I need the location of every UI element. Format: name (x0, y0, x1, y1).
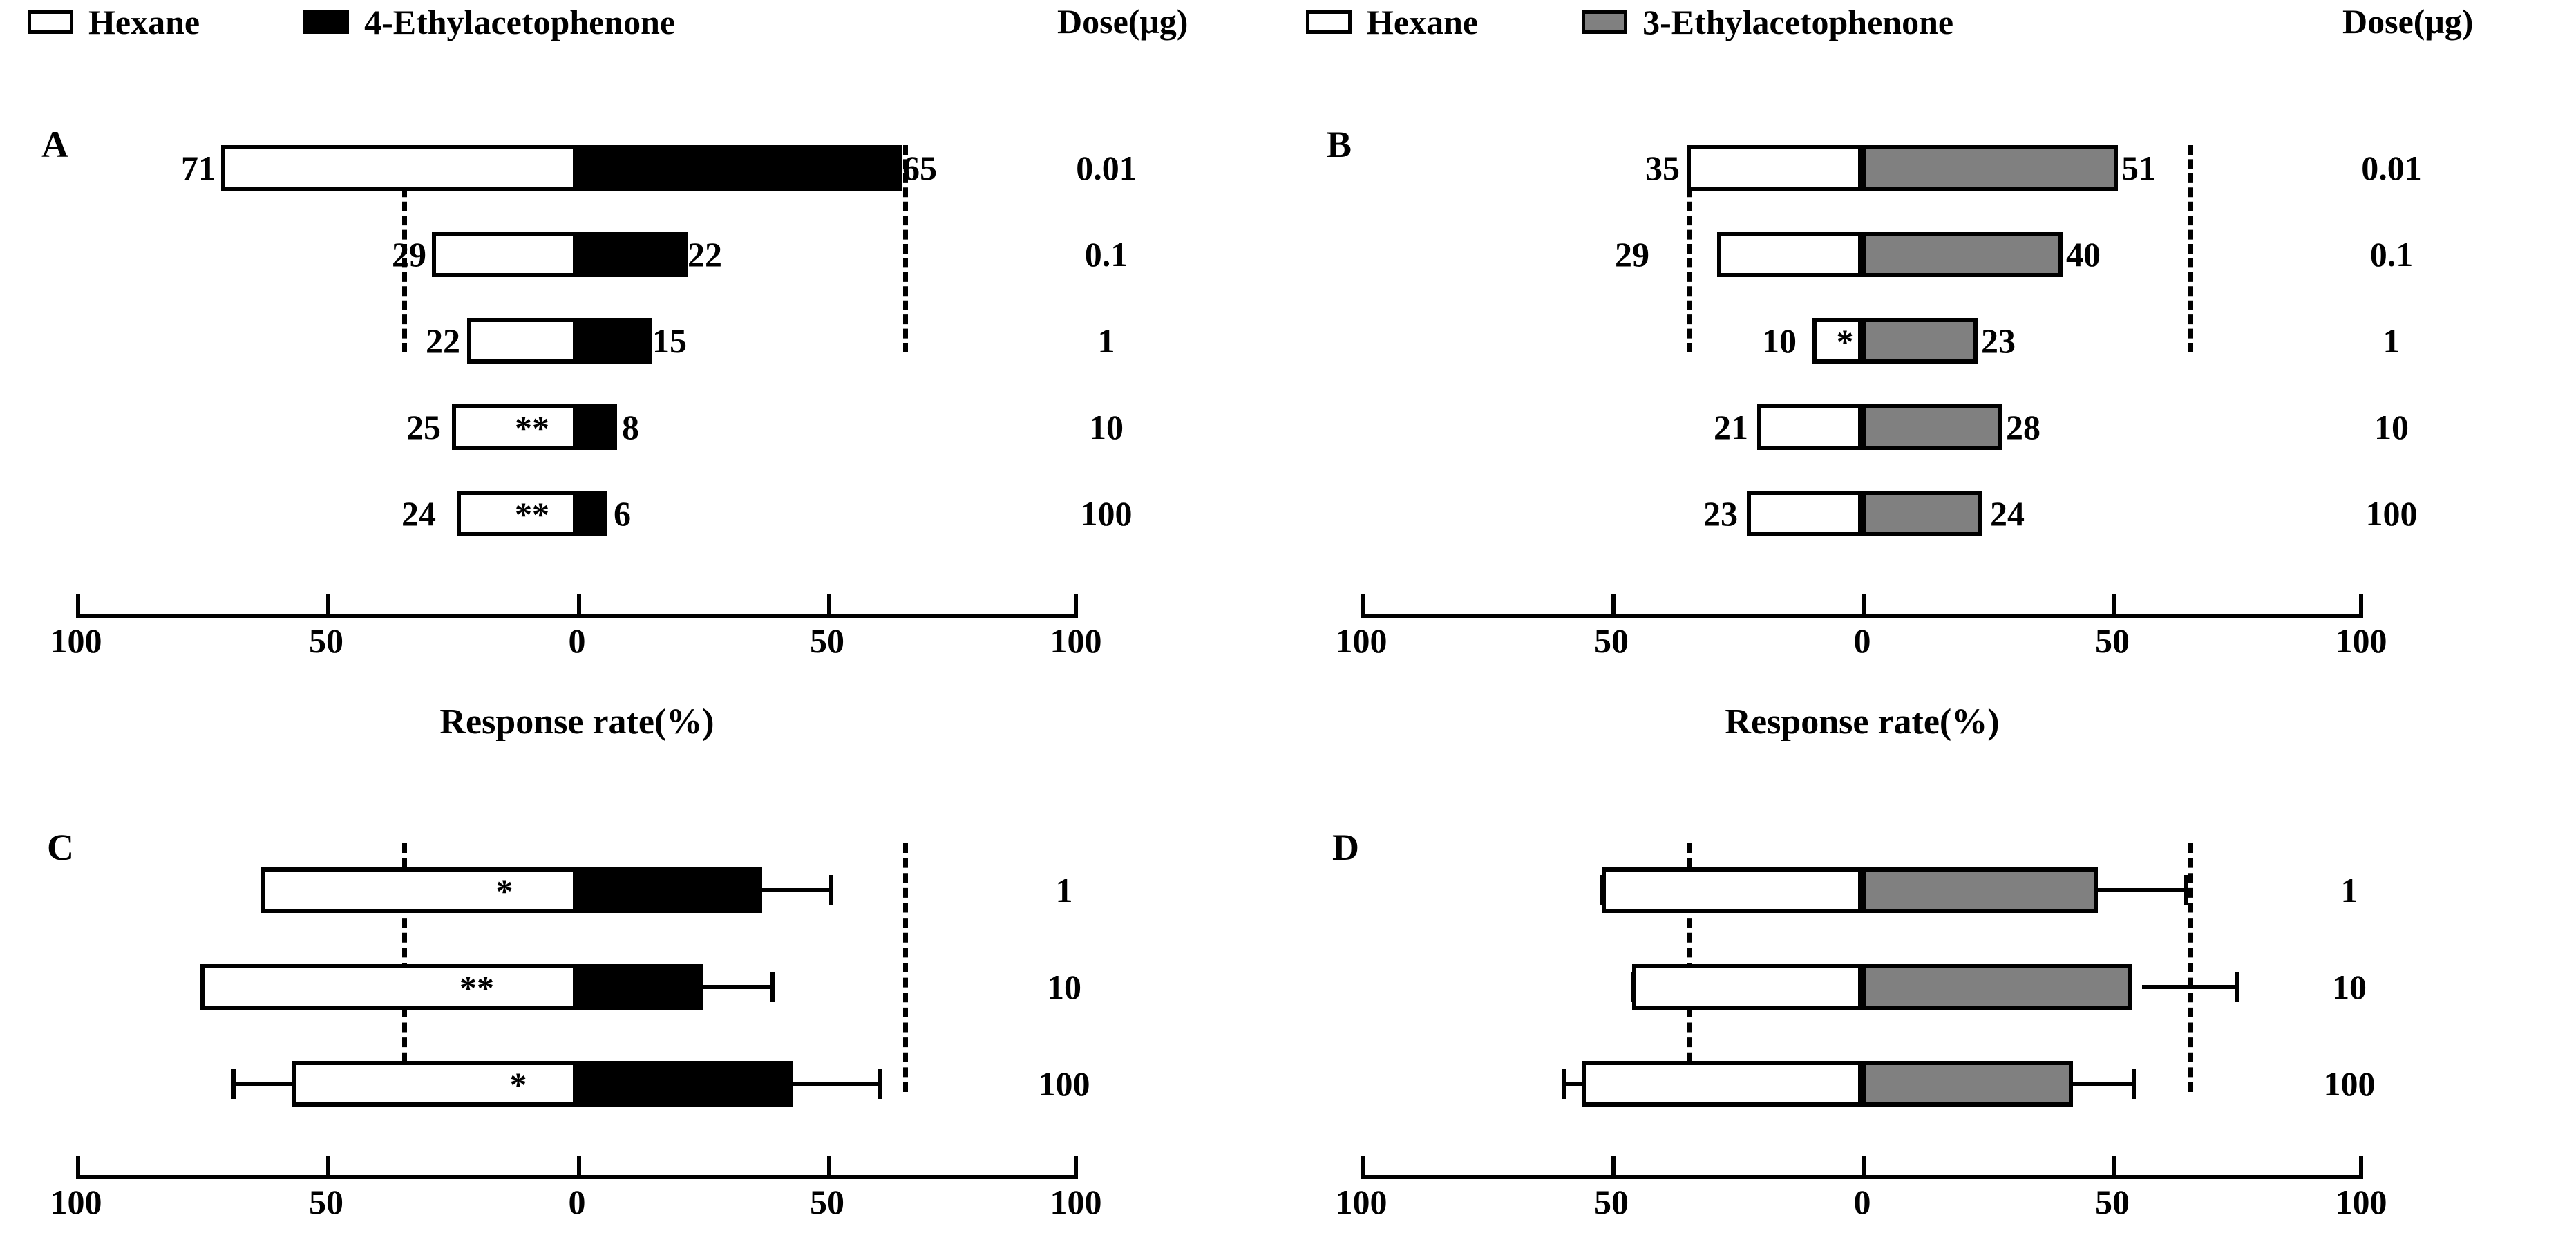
panel-letter-a: A (41, 124, 68, 165)
panel-letter-d: D (1332, 827, 1359, 868)
x-tick-label: 100 (50, 621, 102, 660)
x-tick (326, 594, 330, 614)
bar-value-left: 29 (392, 235, 426, 274)
table-row (76, 232, 1078, 277)
table-row (1361, 232, 2363, 277)
bar-hexane (1687, 145, 1862, 191)
x-tick (2112, 594, 2116, 614)
legend-item-compound-b (1582, 2, 1953, 42)
table-row (76, 491, 1078, 536)
dose-label: 1 (1055, 871, 1073, 910)
x-axis-line-d (1361, 1175, 2363, 1179)
x-tick-label: 100 (1050, 621, 1102, 660)
dose-label: 0.1 (1084, 235, 1128, 274)
legend-label-hexane: Hexane (1367, 3, 1479, 41)
bar-value-right: 22 (688, 235, 722, 274)
table-row (1361, 145, 2363, 191)
error-bar-cap-left (1562, 1069, 1566, 1099)
x-tick (827, 594, 831, 614)
bar-value-right: 40 (2066, 235, 2101, 274)
error-bar-cap-right (2235, 972, 2239, 1002)
table-row (76, 867, 1078, 913)
bar-compound (1862, 404, 2002, 450)
x-tick (1862, 1156, 1866, 1175)
bar-compound (577, 491, 607, 536)
error-bar-right (781, 1082, 881, 1086)
x-axis-title-b: Response rate(%) (1725, 702, 2000, 742)
bar-hexane (1582, 1061, 1862, 1107)
table-row (1361, 867, 2363, 913)
x-tick (1361, 594, 1365, 614)
bar-hexane (467, 318, 577, 364)
legend-swatch-hexane-icon (1306, 10, 1352, 34)
bar-compound (577, 1061, 793, 1107)
significance-marker: * (509, 1065, 527, 1104)
bar-hexane (432, 232, 577, 277)
error-bar-right (698, 985, 774, 989)
bar-hexane (261, 867, 577, 913)
x-tick (577, 594, 581, 614)
x-tick (2359, 594, 2363, 614)
panel-a (0, 0, 1285, 774)
bar-value-right: 6 (614, 494, 631, 533)
x-tick-label: 100 (1050, 1183, 1102, 1221)
legend-item-compound-a (303, 2, 675, 42)
bar-compound (577, 404, 617, 450)
table-row (1361, 318, 2363, 364)
significance-marker: ** (515, 408, 549, 447)
plot-area-c (50, 816, 1102, 1244)
bar-compound (1862, 145, 2118, 191)
x-tick (326, 1156, 330, 1175)
x-tick (827, 1156, 831, 1175)
error-bar-cap-right (2132, 1069, 2136, 1099)
legend-item-hexane-a (28, 2, 200, 42)
x-tick (2359, 1156, 2363, 1175)
error-bar-cap-right (2184, 875, 2188, 905)
bar-value-left: 21 (1714, 408, 1748, 446)
error-bar-right (2087, 888, 2187, 892)
dose-header-a: Dose(μg) (1057, 2, 1188, 41)
table-row (76, 1061, 1078, 1107)
bar-value-right: 28 (2006, 408, 2040, 446)
bar-hexane (292, 1061, 577, 1107)
x-tick (76, 1156, 80, 1175)
x-tick (1862, 594, 1866, 614)
x-tick (1074, 1156, 1078, 1175)
bar-value-left: 35 (1645, 149, 1680, 187)
error-bar-cap-right (770, 972, 775, 1002)
dose-label: 0.1 (2369, 235, 2414, 274)
error-bar-right (2142, 985, 2239, 989)
bar-hexane (1747, 491, 1862, 536)
x-tick-label: 100 (2335, 1183, 2387, 1221)
table-row (76, 404, 1078, 450)
x-axis-line-b (1361, 614, 2363, 618)
dose-label: 100 (1080, 494, 1133, 533)
panel-letter-b: B (1327, 124, 1352, 165)
dose-label: 10 (2374, 408, 2409, 446)
bar-value-right: 8 (622, 408, 639, 446)
x-tick-label: 100 (50, 1183, 102, 1221)
error-bar-cap-left (231, 1069, 236, 1099)
bar-value-left: 23 (1703, 494, 1738, 533)
x-tick-label: 0 (1853, 1183, 1871, 1221)
bar-value-left: 10 (1762, 321, 1797, 360)
dose-label: 10 (1047, 968, 1081, 1006)
bar-value-right: 15 (652, 321, 687, 360)
significance-marker: ** (460, 968, 494, 1007)
bar-value-left: 71 (181, 149, 216, 187)
significance-marker: ** (515, 495, 549, 534)
bar-value-left: 29 (1615, 235, 1649, 274)
table-row (1361, 491, 2363, 536)
x-axis-line-a (76, 614, 1078, 618)
plot-area-b (1335, 104, 2422, 742)
bar-value-right: 23 (1981, 321, 2016, 360)
plot-area-d (1335, 816, 2387, 1244)
bar-compound (1862, 232, 2063, 277)
dose-label: 10 (2332, 968, 2367, 1006)
x-tick-label: 50 (2095, 621, 2130, 660)
x-axis-line-c (76, 1175, 1078, 1179)
legend-swatch-3-ethylacetophenone-icon (1582, 10, 1627, 34)
dose-header-b: Dose(μg) (2342, 2, 2474, 41)
panel-letter-c: C (47, 827, 74, 868)
x-axis-title-a: Response rate(%) (439, 702, 714, 742)
x-tick-label: 50 (2095, 1183, 2130, 1221)
x-tick (577, 1156, 581, 1175)
error-bar-cap-right (878, 1069, 882, 1099)
x-tick (1361, 1156, 1365, 1175)
dose-label: 100 (1038, 1064, 1090, 1103)
bar-value-right: 51 (2121, 149, 2156, 187)
bar-value-right: 65 (902, 149, 937, 187)
x-tick-label: 50 (309, 621, 343, 660)
bar-value-left: 24 (401, 494, 436, 533)
legend-label-compound: 4-Ethylacetophenone (364, 3, 676, 41)
plot-area-a (50, 104, 1137, 742)
bar-compound (1862, 491, 1982, 536)
x-tick-label: 0 (568, 1183, 586, 1221)
x-tick-label: 100 (2335, 621, 2387, 660)
bar-compound (577, 867, 762, 913)
bar-compound (1862, 318, 1978, 364)
dose-label: 100 (2365, 494, 2418, 533)
bar-compound (1862, 1061, 2073, 1107)
panel-c (0, 795, 1285, 1251)
bar-compound (577, 232, 688, 277)
legend-item-hexane-b (1306, 2, 1478, 42)
legend-label-hexane: Hexane (88, 3, 200, 41)
x-tick (76, 594, 80, 614)
legend-panel-b (1306, 1, 1953, 43)
bar-hexane (200, 964, 577, 1010)
bar-hexane (1602, 867, 1862, 913)
dose-label: 1 (2383, 321, 2400, 360)
table-row (76, 964, 1078, 1010)
x-tick-label: 50 (810, 1183, 844, 1221)
x-tick (1611, 594, 1616, 614)
legend-swatch-hexane-icon (28, 10, 73, 34)
dose-label: 1 (1097, 321, 1115, 360)
error-bar-cap-right (829, 875, 833, 905)
significance-marker: * (495, 872, 513, 910)
bar-value-left: 22 (426, 321, 460, 360)
bar-compound (577, 145, 902, 191)
x-tick-label: 50 (309, 1183, 343, 1221)
dose-label: 0.01 (2361, 149, 2422, 187)
x-tick (1074, 594, 1078, 614)
table-row (1361, 1061, 2363, 1107)
bar-compound (1862, 867, 2098, 913)
table-row (76, 318, 1078, 364)
x-tick-label: 100 (1335, 621, 1388, 660)
legend-panel-a (28, 1, 675, 43)
x-tick-label: 0 (568, 621, 586, 660)
panel-d (1285, 795, 2576, 1251)
bar-value-right: 24 (1990, 494, 2025, 533)
table-row (1361, 404, 2363, 450)
bar-compound (577, 964, 703, 1010)
legend-label-compound: 3-Ethylacetophenone (1642, 3, 1954, 41)
dose-label: 100 (2323, 1064, 2376, 1103)
significance-marker: * (1836, 322, 1854, 361)
bar-hexane (1757, 404, 1862, 450)
bar-hexane (221, 145, 577, 191)
dose-label: 1 (2340, 871, 2358, 910)
x-tick-label: 0 (1853, 621, 1871, 660)
dose-label: 10 (1089, 408, 1124, 446)
error-bar-right (757, 888, 833, 892)
bar-compound (577, 318, 652, 364)
dose-label: 0.01 (1076, 149, 1137, 187)
bar-compound (1862, 964, 2132, 1010)
x-tick (2112, 1156, 2116, 1175)
bar-hexane (1717, 232, 1862, 277)
x-tick-label: 50 (1594, 1183, 1629, 1221)
x-tick-label: 100 (1335, 1183, 1388, 1221)
x-tick (1611, 1156, 1616, 1175)
x-tick-label: 50 (1594, 621, 1629, 660)
table-row (1361, 964, 2363, 1010)
panel-b (1285, 0, 2576, 774)
x-tick-label: 50 (810, 621, 844, 660)
bar-value-left: 25 (406, 408, 441, 446)
bar-hexane (1632, 964, 1862, 1010)
table-row (76, 145, 1078, 191)
legend-swatch-4-ethylacetophenone-icon (303, 10, 349, 34)
